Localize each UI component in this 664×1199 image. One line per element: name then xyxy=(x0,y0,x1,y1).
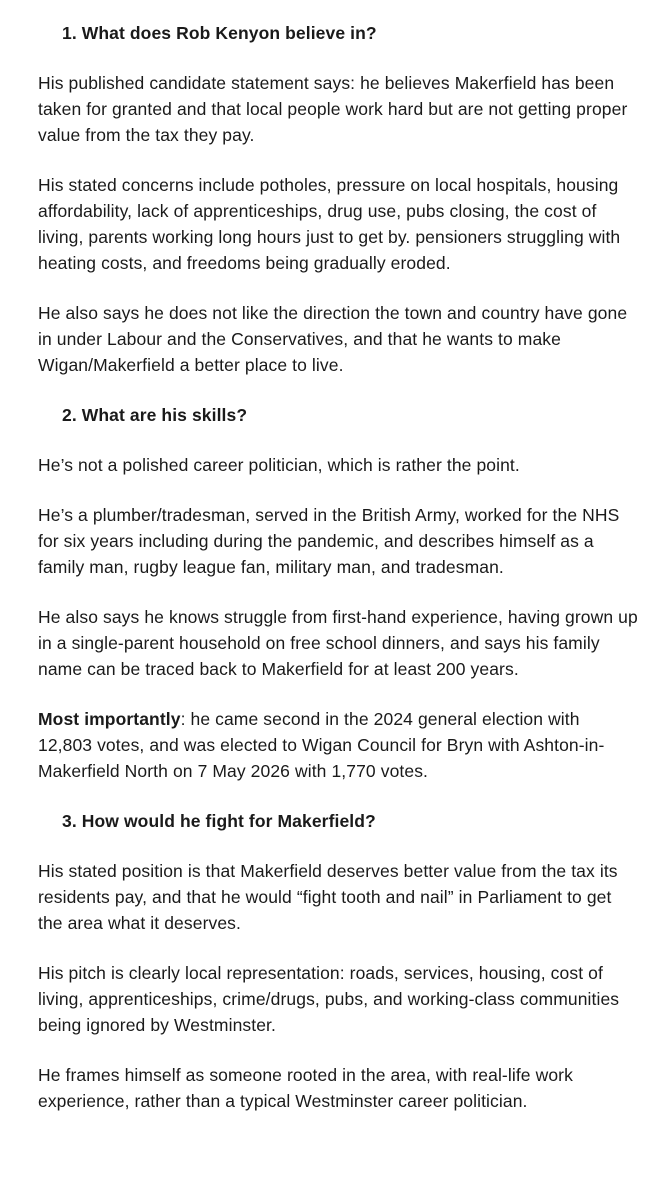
paragraph: His published candidate statement says: he believes Makerfield has been taken for granted and that local people work hard but are not getting proper value from the tax they pay. xyxy=(38,73,628,145)
section-heading: 1. What does Rob Kenyon believe in? xyxy=(62,23,377,43)
paragraph: He also says he knows struggle from first-hand experience, having grown up in a single-parent household on free school dinners, and says his family name can be traced back to Makerfield for at least 200 years. xyxy=(38,607,638,679)
document-body xyxy=(38,20,638,1138)
paragraph: His stated position is that Makerfield deserves better value from the tax its residents pay, and that he would “fight tooth and nail” in Parliament to get the area what it deserves. xyxy=(38,861,618,933)
section-heading: 3. How would he fight for Makerfield? xyxy=(62,811,376,831)
emphasis-paragraph xyxy=(38,706,638,784)
paragraph: His pitch is clearly local representation: roads, services, housing, cost of living, apprenticeships, crime/drugs, pubs, and working-class communities being ignored by Westminster. xyxy=(38,963,620,1035)
paragraph: He’s not a polished career politician, which is rather the point. xyxy=(38,455,520,475)
section-heading: 2. What are his skills? xyxy=(62,405,248,425)
paragraph: He frames himself as someone rooted in the area, with real-life work experience, rather than a typical Westminster career politician. xyxy=(38,1065,573,1111)
paragraph: He also says he does not like the direction the town and country have gone in under Labour and the Conservatives, and that he wants to make Wigan/Makerfield a better place to live. xyxy=(38,303,628,375)
paragraph: His stated concerns include potholes, pressure on local hospitals, housing affordability, lack of apprenticeships, drug use, pubs closing, the cost of living, parents working long hours just to get by. pensioners struggling with heating costs, and freedoms being gradually eroded. xyxy=(38,175,621,273)
paragraph: He’s a plumber/tradesman, served in the British Army, worked for the NHS for six years including during the pandemic, and describes himself as a family man, rugby league fan, military man, and tradesman. xyxy=(38,505,620,577)
emphasis-bold-text: Most importantly xyxy=(38,709,181,729)
emphasis-rest-text: : he came second in the 2024 general election with 12,803 votes, and was elected to Wigan Council for Bryn with Ashton-in-Makerfield North on 7 May 2026 with 1,770 votes. xyxy=(38,709,605,781)
